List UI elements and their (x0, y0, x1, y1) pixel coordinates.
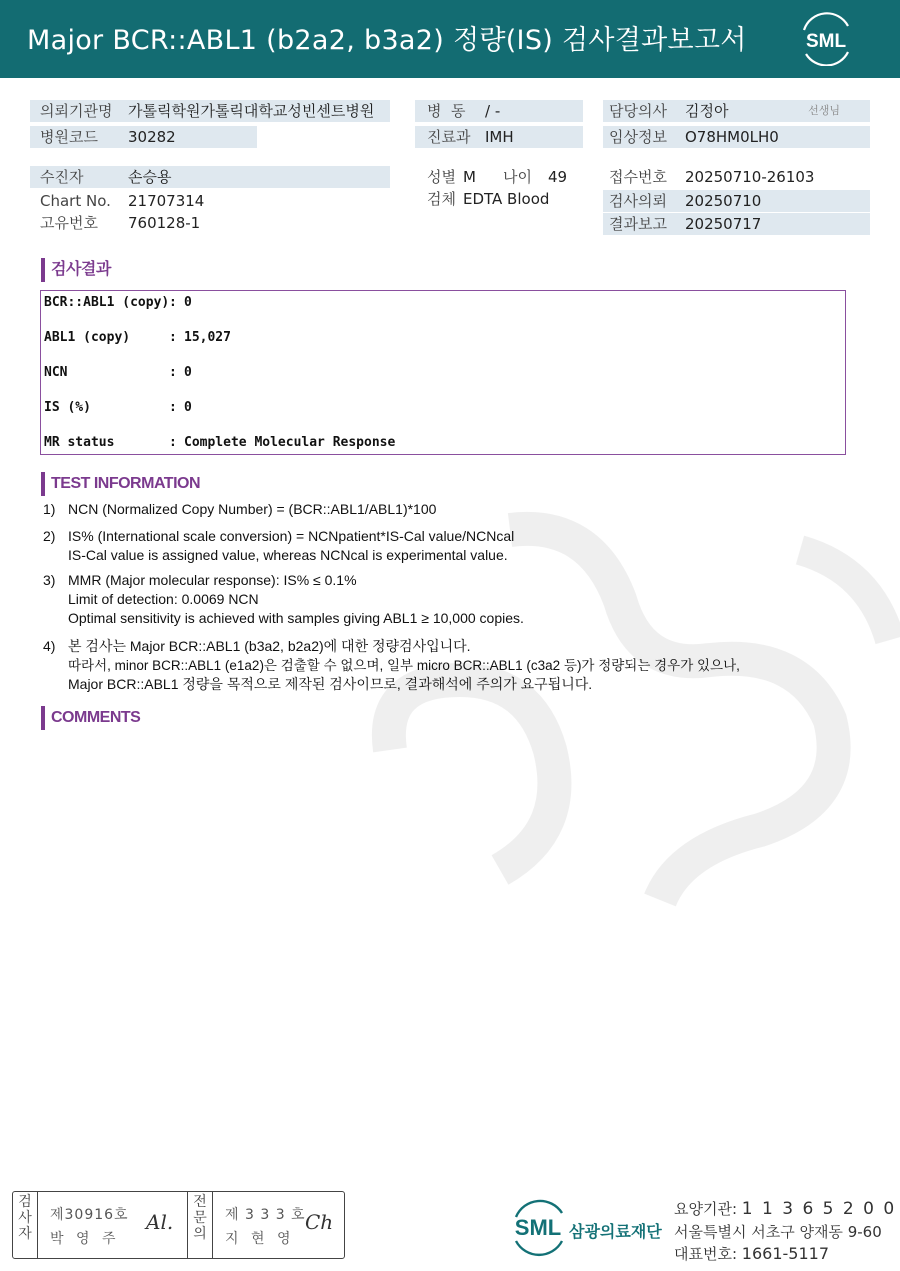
hospital-code-label: 병원코드 (40, 128, 98, 146)
unique-no-label: 고유번호 (40, 214, 98, 232)
info-request-date (603, 190, 870, 212)
chart-no-value: 21707314 (128, 192, 205, 210)
footer-code-value: 1 1 3 6 5 2 0 0 (741, 1199, 897, 1219)
clinical-label: 임상정보 (609, 128, 667, 146)
footer-code (674, 1198, 896, 1219)
test-info-num: 2) (43, 528, 56, 544)
patient-value: 손승용 (128, 168, 172, 186)
result-value: Complete Molecular Response (184, 435, 396, 450)
info-patient (30, 166, 390, 188)
examiner-col-label (13, 1192, 38, 1258)
specimen-label: 검체 (427, 190, 456, 208)
comments-title: COMMENTS (41, 706, 140, 730)
info-hospital-code (30, 126, 257, 148)
patient-label: 수진자 (40, 168, 84, 186)
test-info-line: Optimal sensitivity is achieved with samples giving ABL1 ≥ 10,000 copies. (68, 610, 524, 626)
result-value: 0 (184, 400, 192, 415)
test-info-title: TEST INFORMATION (41, 472, 200, 496)
info-ward (415, 100, 583, 122)
department-label: 진료과 (427, 128, 471, 146)
result-value: 0 (184, 295, 192, 310)
watermark-logo (330, 510, 900, 910)
footer-phone-value: 1661-5117 (741, 1244, 830, 1263)
institution-label: 의뢰기관명 (40, 102, 113, 120)
col-char: 검 (18, 1194, 32, 1210)
test-info-line: 따라서, minor BCR::ABL1 (e1a2)은 검출할 수 없으며, 일부 micro BCR::ABL1 (c3a2 등)가 정량되는 경우가 있으나, (68, 658, 740, 673)
report-title: Major BCR::ABL1 (b2a2, b3a2) 정량(IS) 검사결과보고서 (27, 25, 747, 56)
request-date-value: 20250710 (685, 192, 762, 210)
test-info-line: Major BCR::ABL1 정량을 목적으로 제작된 검사이므로, 결과해석에 주의가 요구됩니다. (68, 676, 593, 692)
footer-phone (674, 1243, 829, 1264)
ward-value: / - (485, 102, 501, 120)
info-chart-no (30, 190, 390, 212)
footer-sml-logo (508, 1197, 568, 1257)
result-label: IS (%) (44, 400, 91, 415)
report-date-label: 결과보고 (609, 215, 667, 233)
examiner-license: 제30916호 (50, 1207, 129, 1223)
test-info-line: IS-Cal value is assigned value, whereas NCNcal is experimental value. (68, 547, 508, 563)
examiner-signature: Al. (146, 1210, 174, 1234)
info-report-date (603, 213, 870, 235)
examiner-name: 박 영 주 (50, 1231, 120, 1247)
doctor-value: 김정아 (685, 102, 729, 120)
specialist-name: 지 현 영 (225, 1231, 295, 1247)
test-info-num: 1) (43, 501, 56, 517)
info-specimen (415, 188, 585, 210)
doctor-label: 담당의사 (609, 102, 667, 120)
col-char: 자 (18, 1226, 32, 1242)
result-value: 0 (184, 365, 192, 380)
results-title: 검사결과 (41, 258, 111, 282)
footer-code-label: 요양기관: (674, 1200, 738, 1218)
result-label: NCN (44, 365, 68, 380)
footer-phone-label: 대표번호: (674, 1245, 738, 1263)
test-info-line: IS% (International scale conversion) = NCNpatient*IS-Cal value/NCNcal (68, 528, 515, 544)
results-box (40, 290, 846, 455)
unique-no-value: 760128-1 (128, 214, 201, 232)
sml-logo (798, 12, 854, 66)
col-char: 사 (18, 1210, 32, 1226)
result-label: ABL1 (copy) (44, 330, 131, 345)
clinical-value: O78HM0LH0 (685, 128, 779, 146)
info-clinical (603, 126, 870, 148)
doctor-suffix: 선생님 (808, 104, 840, 117)
department-value: IMH (485, 128, 514, 146)
hospital-code-value: 30282 (128, 128, 176, 146)
svg-text:SML: SML (805, 31, 847, 52)
sex-label: 성별 (427, 168, 456, 186)
col-char: 의 (193, 1226, 207, 1242)
info-institution (30, 100, 390, 122)
footer-org-name: 삼광의료재단 (569, 1222, 662, 1241)
col-char: 문 (193, 1210, 207, 1226)
result-colon: : (169, 295, 177, 310)
result-colon: : (169, 330, 177, 345)
col-char: 전 (193, 1194, 207, 1210)
receipt-no-label: 접수번호 (609, 168, 667, 186)
info-unique-no (30, 212, 390, 234)
specialist-col-label (188, 1192, 213, 1258)
result-label: MR status (44, 435, 115, 450)
specialist-license: 제 3 3 3 호 (225, 1207, 306, 1223)
specimen-value: EDTA Blood (463, 190, 550, 208)
footer-address: 서울특별시 서초구 양재동 9-60 (674, 1223, 882, 1241)
test-info-line: Limit of detection: 0.0069 NCN (68, 591, 259, 607)
info-doctor (603, 100, 870, 122)
test-info-line: MMR (Major molecular response): IS% ≤ 0.1% (68, 572, 357, 588)
institution-value: 가톨릭학원가톨릭대학교성빈센트병원 (128, 102, 375, 120)
result-colon: : (169, 365, 177, 380)
specialist-signature: Ch (305, 1210, 334, 1234)
signature-box (12, 1191, 345, 1259)
info-department (415, 126, 583, 148)
info-receipt-no (603, 166, 870, 188)
test-info-line: NCN (Normalized Copy Number) = (BCR::ABL1/ABL1)*100 (68, 501, 437, 517)
report-date-value: 20250717 (685, 215, 762, 233)
specialist-cell (213, 1192, 344, 1258)
ward-label: 병 동 (427, 102, 466, 120)
test-info-num: 4) (43, 638, 56, 654)
receipt-no-value: 20250710-26103 (685, 168, 815, 186)
report-header (0, 0, 900, 78)
result-value: 15,027 (184, 330, 231, 345)
examiner-cell (38, 1192, 188, 1258)
result-colon: : (169, 435, 177, 450)
result-colon: : (169, 400, 177, 415)
chart-no-label: Chart No. (40, 192, 111, 210)
result-label: BCR::ABL1 (copy) (44, 295, 170, 310)
request-date-label: 검사의뢰 (609, 192, 667, 210)
age-label: 나이 (503, 168, 532, 186)
sex-value: M (463, 168, 476, 186)
age-value: 49 (548, 168, 568, 186)
test-info-line: 본 검사는 Major BCR::ABL1 (b3a2, b2a2)에 대한 정량검사입니다. (68, 638, 471, 654)
test-info-num: 3) (43, 572, 56, 588)
info-sex-age (415, 166, 585, 188)
svg-text:SML: SML (514, 1215, 562, 1240)
